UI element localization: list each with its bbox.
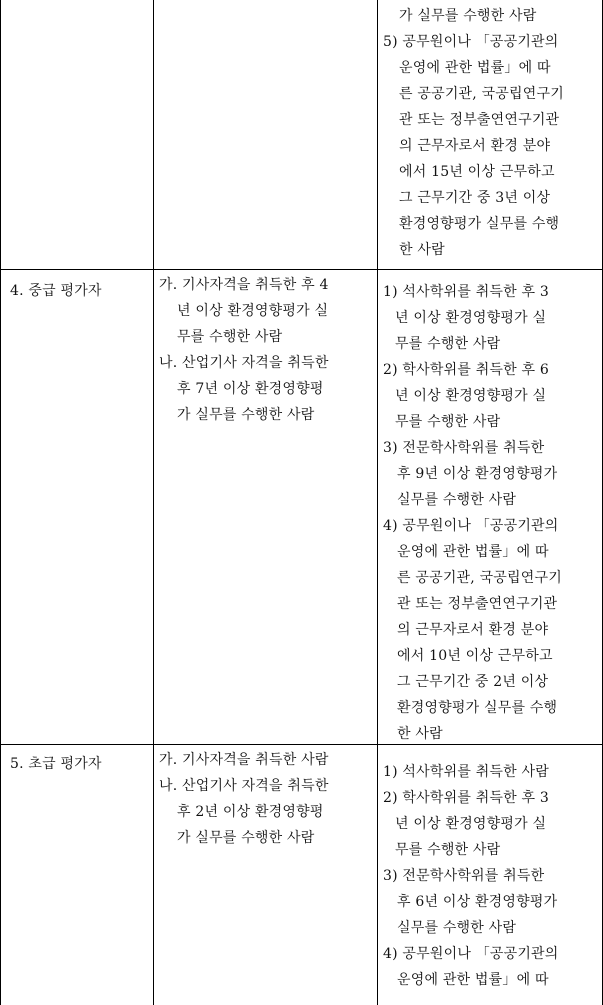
text-line: 1) 석사학위를 취득한 사람	[383, 764, 549, 780]
text-line: 의 근무자로서 환경 분야	[397, 622, 549, 638]
text-line: 5) 공무원이나 「공공기관의	[383, 34, 559, 50]
text-line: 4) 공무원이나 「공공기관의	[383, 946, 559, 962]
text-line: 무를 수행한 사람	[395, 842, 501, 858]
text-line: 한 사람	[399, 242, 445, 258]
text-line: 운영에 관한 법률」에 따	[397, 544, 549, 560]
text-line: 년 이상 환경영향평가 실	[177, 303, 329, 319]
text-line: 나. 산업기사 자격을 취득한	[159, 778, 329, 794]
text-line: 에서 10년 이상 근무하고	[397, 648, 553, 664]
text-line: 가. 기사자격을 취득한 후 4	[159, 277, 329, 293]
column-divider-1	[153, 0, 154, 1005]
text-line: 환경영향평가 실무를 수행	[399, 216, 560, 232]
text-line: 가 실무를 수행한 사람	[399, 8, 537, 24]
text-line: 후 6년 이상 환경영향평가	[397, 894, 558, 910]
intermediate-middle-cell	[159, 272, 329, 428]
intermediate-right-cell	[383, 279, 562, 747]
table-border-left	[0, 0, 1, 1005]
text-line: 가 실무를 수행한 사람	[177, 830, 315, 846]
text-line: 년 이상 환경영향평가 실	[395, 310, 547, 326]
text-line: 관 또는 정부출연연구기관	[397, 596, 558, 612]
text-line: 운영에 관한 법률」에 따	[397, 972, 549, 988]
text-line: 환경영향평가 실무를 수행	[397, 700, 558, 716]
text-line: 른 공공기관, 국공립연구기	[399, 86, 564, 102]
row-divider-1	[0, 269, 603, 270]
text-line: 그 근무기간 중 2년 이상	[397, 674, 549, 690]
text-line: 2) 학사학위를 취득한 후 6	[383, 362, 549, 378]
text-line: 른 공공기관, 국공립연구기	[397, 570, 562, 586]
text-line: 1) 석사학위를 취득한 후 3	[383, 284, 549, 300]
text-line: 나. 산업기사 자격을 취득한	[159, 355, 329, 371]
text-line: 가. 기사자격을 취득한 사람	[159, 752, 329, 768]
text-line: 후 7년 이상 환경영향평	[177, 381, 324, 397]
text-line: 4) 공무원이나 「공공기관의	[383, 518, 559, 534]
text-line: 가 실무를 수행한 사람	[177, 407, 315, 423]
text-line: 2) 학사학위를 취득한 후 3	[383, 790, 549, 806]
text-line: 한 사람	[397, 726, 443, 742]
grade-title-junior: 5. 초급 평가자	[10, 756, 102, 772]
text-line: 실무를 수행한 사람	[397, 492, 517, 508]
junior-middle-cell	[159, 747, 329, 851]
text-line: 무를 수행한 사람	[395, 414, 501, 430]
text-line: 후 9년 이상 환경영향평가	[397, 466, 558, 482]
text-line: 년 이상 환경영향평가 실	[395, 388, 547, 404]
text-line: 에서 15년 이상 근무하고	[399, 164, 555, 180]
text-line: 년 이상 환경영향평가 실	[395, 816, 547, 832]
grade-title-intermediate: 4. 중급 평가자	[10, 283, 102, 299]
column-divider-2	[377, 0, 378, 1005]
text-line: 의 근무자로서 환경 분야	[399, 138, 551, 154]
text-line: 3) 전문학사학위를 취득한	[383, 868, 545, 884]
text-line: 그 근무기간 중 3년 이상	[399, 190, 551, 206]
text-line: 실무를 수행한 사람	[397, 920, 517, 936]
text-line: 무를 수행한 사람	[395, 336, 501, 352]
text-line: 운영에 관한 법률」에 따	[399, 60, 551, 76]
text-line: 관 또는 정부출연연구기관	[399, 112, 560, 128]
continuation-right-cell	[383, 3, 564, 263]
text-line: 후 2년 이상 환경영향평	[177, 804, 324, 820]
text-line: 3) 전문학사학위를 취득한	[383, 440, 545, 456]
text-line: 무를 수행한 사람	[177, 329, 283, 345]
junior-right-cell	[383, 759, 559, 993]
